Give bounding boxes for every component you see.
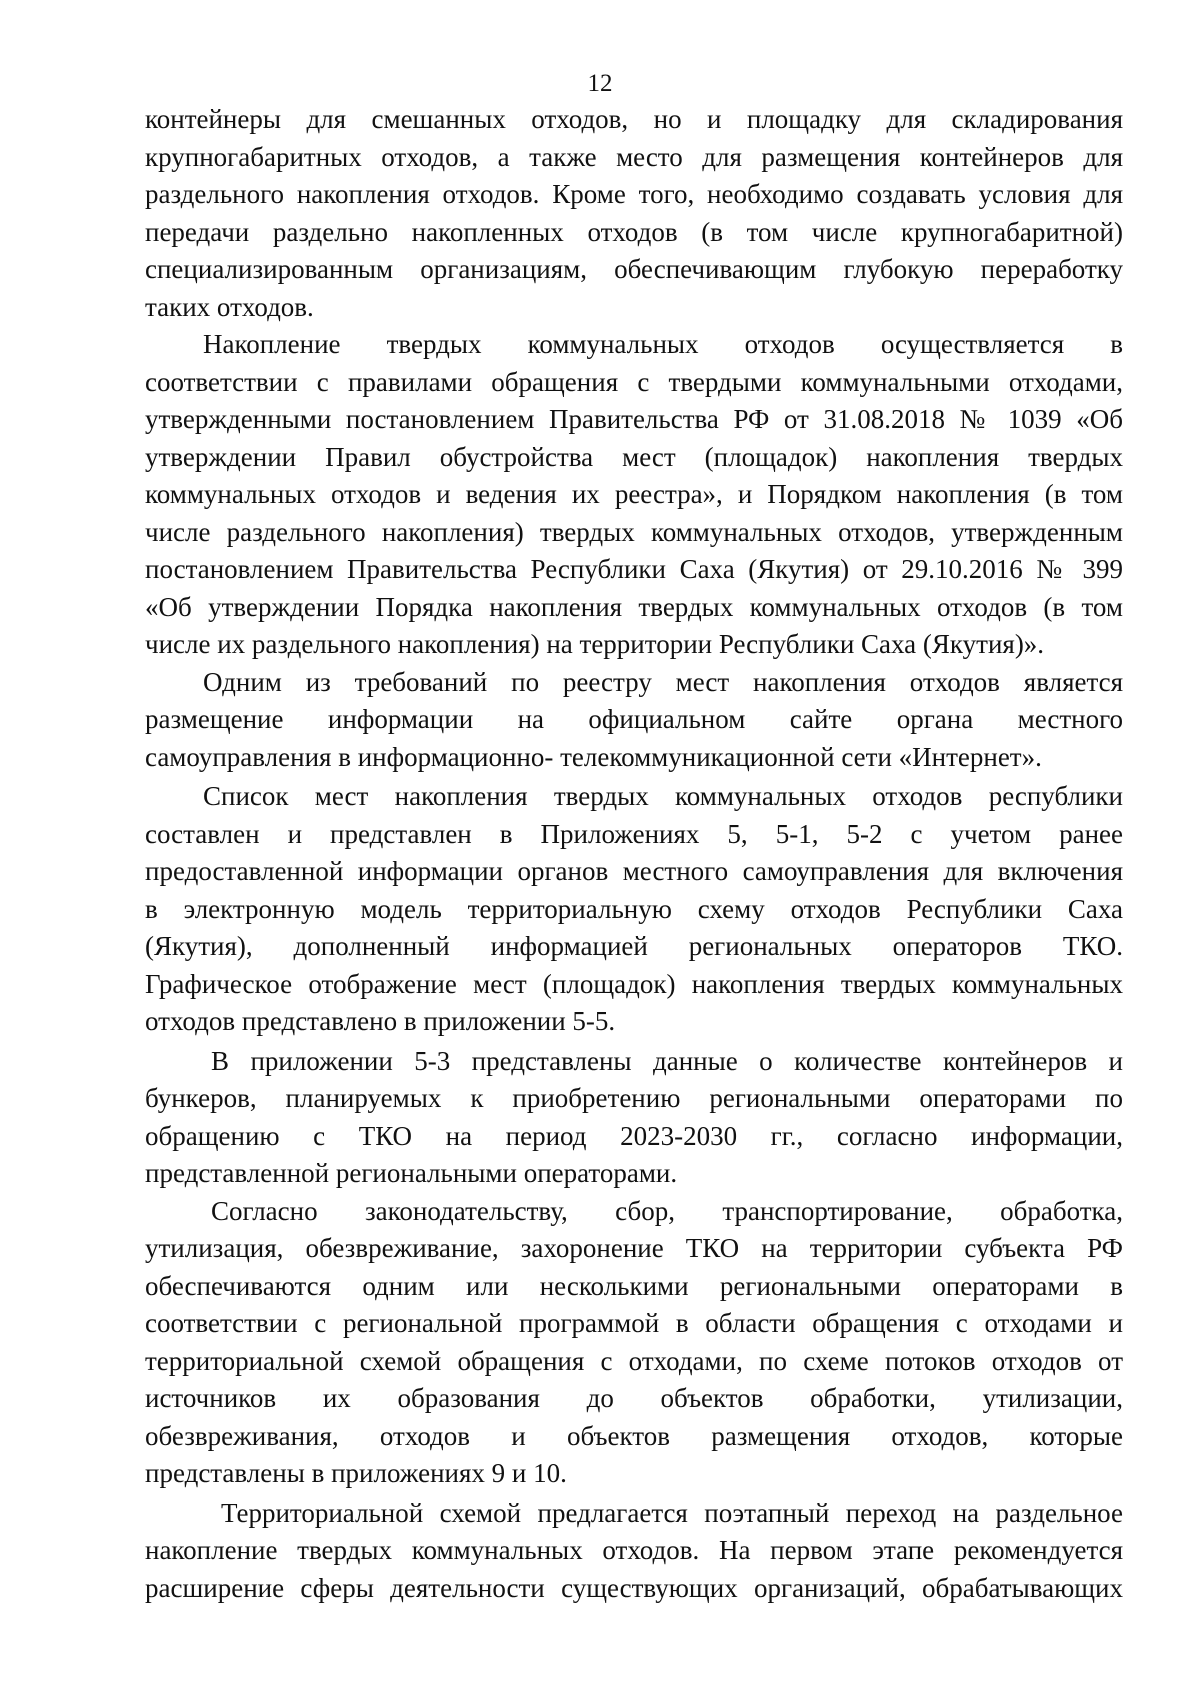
text-line: Графическое отображение мест (площадок) накопления твердых коммунальных	[145, 968, 1123, 999]
text-line: контейнеры для смешанных отходов, но и площадку для складирования	[145, 104, 1123, 134]
text-line: расширение сферы деятельности существующих организаций, обрабатывающих	[145, 1572, 1123, 1603]
paragraph-accumulation-rules	[145, 326, 1123, 664]
paragraph-separate-collection-transition	[145, 1495, 1123, 1608]
text-line: Одним из требований по реестру мест накопления отходов является	[203, 666, 1123, 697]
text-line: составлен и представлен в Приложениях 5, 5-1, 5-2 с учетом ранее	[145, 818, 1123, 849]
text-line: самоуправления в информационно- телекоммуникационной сети «Интернет».	[145, 741, 1042, 772]
document-body	[145, 101, 1123, 1607]
text-line: числе раздельного накопления) твердых коммунальных отходов, утвержденным	[145, 516, 1123, 547]
text-line: «Об утверждении Порядка накопления твердых коммунальных отходов (в том	[145, 591, 1123, 622]
text-line: крупногабаритных отходов, а также место для размещения контейнеров для	[145, 141, 1123, 172]
paragraph-registry-requirement	[145, 664, 1123, 777]
text-line: отходов представлено в приложении 5-5.	[145, 1006, 616, 1036]
paragraph-containers-appendix	[145, 1043, 1123, 1193]
text-line: территориальной схемой обращения с отходами, по схеме потоков отходов от	[145, 1345, 1123, 1376]
text-line: (Якутия), дополненный информацией региональных операторов ТКО.	[145, 931, 1123, 961]
text-line: утверждении Правил обустройства мест (площадок) накопления твердых	[145, 441, 1123, 472]
text-line: представленной региональными операторами.	[145, 1158, 678, 1188]
paragraph-regional-operators	[145, 1193, 1123, 1493]
text-line: обращению с ТКО на период 2023-2030 гг., согласно информации,	[145, 1120, 1123, 1151]
text-line: таких отходов.	[145, 291, 314, 322]
text-line: предоставленной информации органов местного самоуправления для включения	[145, 856, 1123, 886]
text-line: числе их раздельного накопления) на территории Республики Саха (Якутия)».	[145, 629, 1045, 659]
text-line: Территориальной схемой предлагается поэтапный переход на раздельное	[221, 1497, 1123, 1528]
text-line: Согласно законодательству, сбор, транспортирование, обработка,	[211, 1195, 1123, 1226]
text-line: соответствии с региональной программой в области обращения с отходами и	[145, 1308, 1123, 1338]
text-line: источников их образования до объектов обработки, утилизации,	[145, 1383, 1123, 1413]
text-line: утилизация, обезвреживание, захоронение ТКО на территории субъекта РФ	[145, 1233, 1123, 1263]
text-line: обеспечиваются одним или несколькими региональными операторами в	[145, 1270, 1123, 1301]
paragraph-sites-list	[145, 778, 1123, 1041]
text-line: Накопление твердых коммунальных отходов осуществляется в	[203, 329, 1123, 359]
text-line: передачи раздельно накопленных отходов (в том числе крупногабаритной)	[145, 216, 1123, 247]
text-line: специализированным организациям, обеспечивающим глубокую переработку	[145, 254, 1123, 284]
paragraph-containers-continuation	[145, 101, 1123, 326]
text-line: коммунальных отходов и ведения их реестра», и Порядком накопления (в том	[145, 479, 1123, 509]
page-number: 12	[587, 70, 613, 97]
text-line: соответствии с правилами обращения с твердыми коммунальными отходами,	[145, 366, 1123, 397]
text-line: Список мест накопления твердых коммунальных отходов республики	[203, 781, 1123, 811]
text-line: раздельного накопления отходов. Кроме того, необходимо создавать условия для	[145, 179, 1123, 209]
text-line: В приложении 5-3 представлены данные о количестве контейнеров и	[211, 1045, 1123, 1076]
text-line: утвержденными постановлением Правительства РФ от 31.08.2018 № 1039 «Об	[145, 404, 1123, 434]
text-line: бункеров, планируемых к приобретению региональными операторами по	[145, 1083, 1123, 1113]
text-line: представлены в приложениях 9 и 10.	[145, 1458, 567, 1488]
text-line: в электронную модель территориальную схему отходов Республики Саха	[145, 893, 1123, 924]
text-line: накопление твердых коммунальных отходов. На первом этапе рекомендуется	[145, 1535, 1123, 1565]
text-line: постановлением Правительства Республики Саха (Якутия) от 29.10.2016 № 399	[145, 554, 1123, 584]
text-line: обезвреживания, отходов и объектов размещения отходов, которые	[145, 1420, 1123, 1451]
text-line: размещение информации на официальном сайте органа местного	[145, 704, 1123, 734]
